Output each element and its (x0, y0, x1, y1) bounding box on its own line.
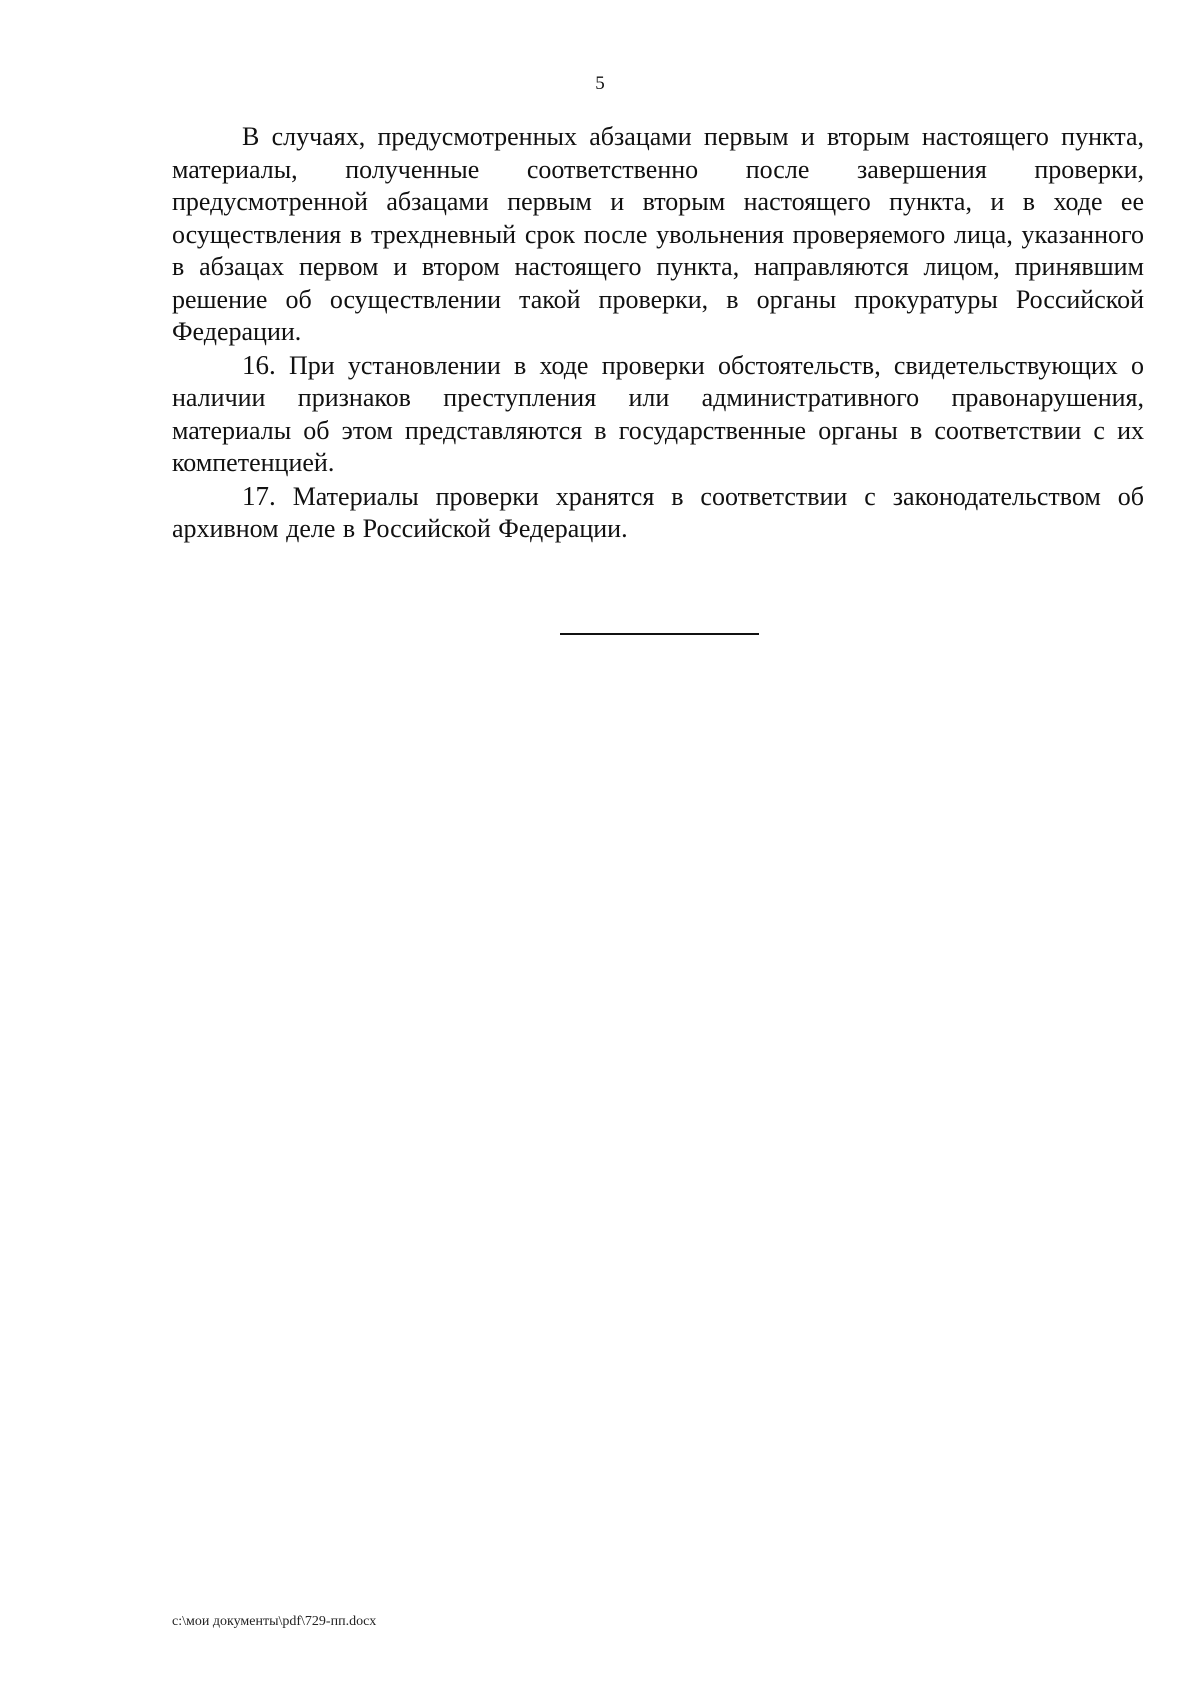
item-number: 16. (242, 349, 276, 380)
end-of-text-rule (560, 633, 759, 635)
paragraph-prosecutor-referral (172, 121, 1144, 349)
paragraph-text: Материалы проверки хранятся в соответствии с законодательством об архивном деле в Российской Федерации. (172, 481, 1144, 543)
paragraph-text: При установлении в ходе проверки обстоятельств, свидетельствующих о наличии признаков преступления или административного правонарушения, материалы об этом представляются в государственные органы в соответствии с их компетенцией. (172, 350, 1145, 477)
page-number: 5 (595, 73, 605, 94)
paragraph-item-16 (172, 349, 1144, 480)
item-number: 17. (242, 480, 276, 511)
footer-file-path: c:\мои документы\pdf\729-пп.docx (172, 1614, 377, 1629)
paragraph-item-17 (172, 480, 1144, 546)
document-body (172, 121, 1144, 546)
paragraph-text: В случаях, предусмотренных абзацами первым и вторым настоящего пункта, материалы, полученные соответственно после завершения проверки, предусмотренной абзацами первым и вторым настоящего пункта, и в ходе ее осуществления в трехдневный срок после увольнения проверяемого лица, указанного в абзацах первом и втором настоящего пункта, направляются лицом, принявшим решение об осуществлении такой проверки, в органы прокуратуры Российской Федерации. (172, 122, 1144, 346)
